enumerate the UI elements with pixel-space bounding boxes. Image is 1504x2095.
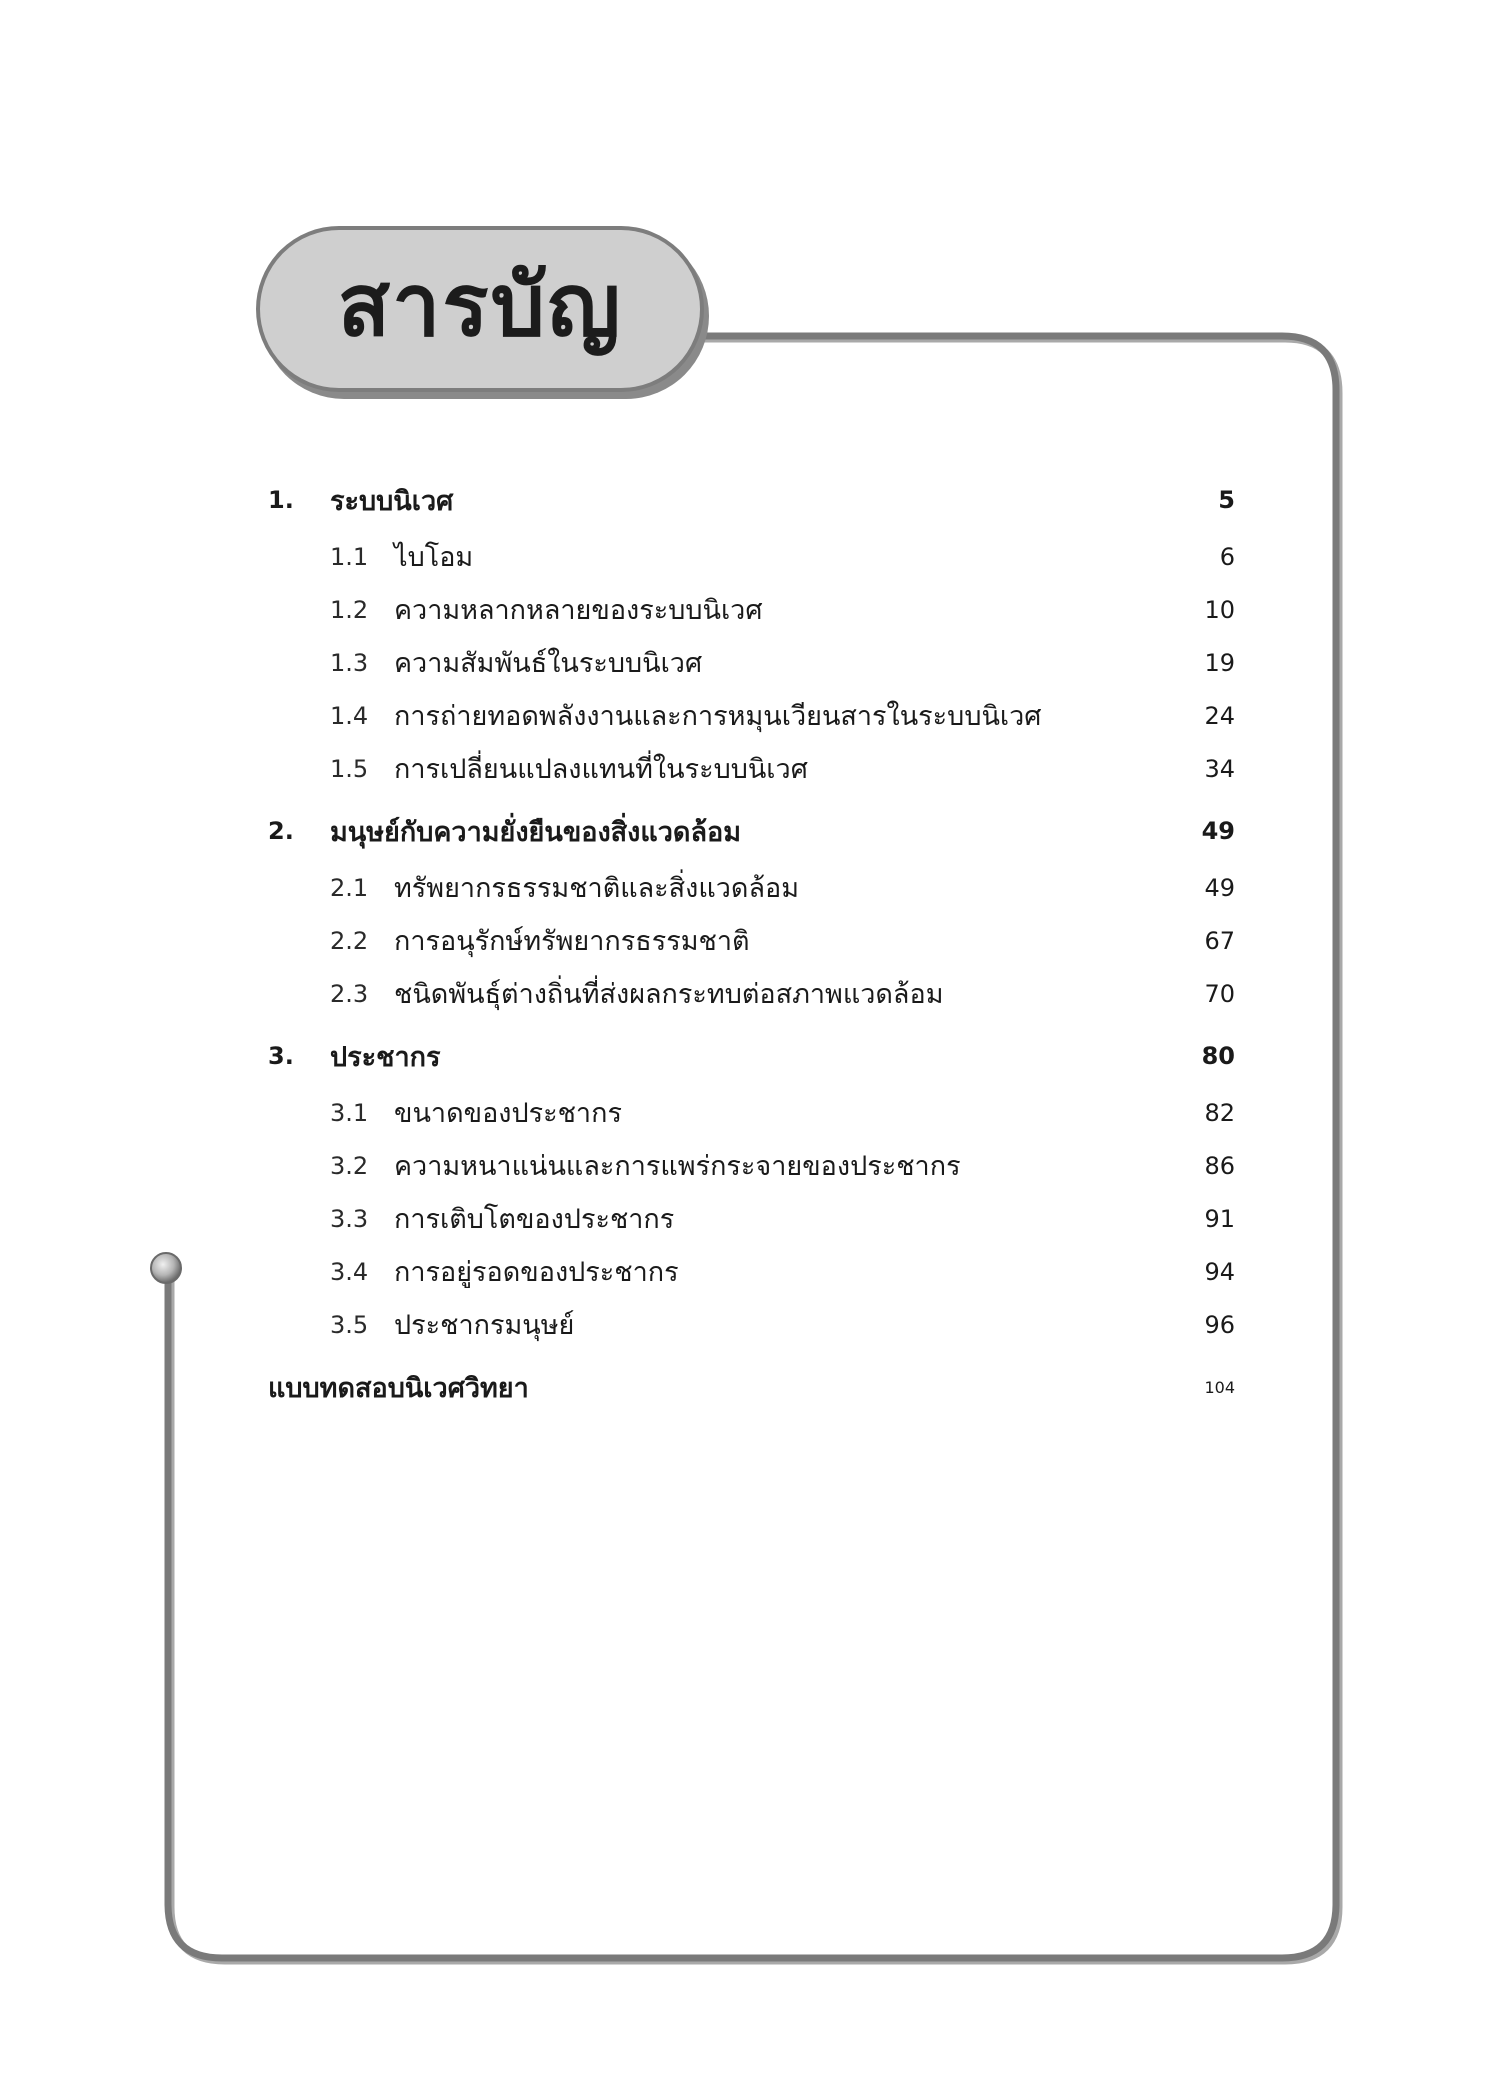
toc-entry-number: 3.4 bbox=[330, 1257, 369, 1286]
toc-section-row[interactable] bbox=[268, 1139, 1235, 1192]
toc-entry-label: ประชากรมนุษย์ bbox=[394, 1310, 575, 1341]
toc-entry-label: แบบทดสอบนิเวศวิทยา bbox=[268, 1373, 529, 1404]
toc-section-row[interactable] bbox=[268, 1086, 1235, 1139]
toc-section-row[interactable] bbox=[268, 914, 1235, 967]
toc-entry-page: 82 bbox=[1204, 1098, 1235, 1127]
toc-section-row[interactable] bbox=[268, 636, 1235, 689]
title-tab bbox=[256, 226, 704, 392]
toc-entry-page: 67 bbox=[1204, 926, 1235, 955]
toc-section-row[interactable] bbox=[268, 1298, 1235, 1351]
toc-entry-page: 19 bbox=[1204, 648, 1235, 677]
frame-knob bbox=[151, 1253, 181, 1283]
toc-entry-page: 70 bbox=[1204, 979, 1235, 1008]
toc-entry-number: 3.3 bbox=[330, 1204, 369, 1233]
toc-entry-label: มนุษย์กับความยั่งยืนของสิ่งแวดล้อม bbox=[330, 816, 741, 848]
toc-appendix-row[interactable] bbox=[268, 1361, 1235, 1414]
toc-entry-label: การอนุรักษ์ทรัพยากรธรรมชาติ bbox=[394, 926, 750, 957]
toc-entry-number: 1.2 bbox=[330, 595, 369, 624]
toc-entry-page: 91 bbox=[1204, 1204, 1235, 1233]
toc-section-row[interactable] bbox=[268, 967, 1235, 1020]
toc-entry-label: ความหลากหลายของระบบนิเวศ bbox=[394, 595, 763, 626]
toc-entry-number: 2.2 bbox=[330, 926, 369, 955]
toc-entry-page: 94 bbox=[1204, 1257, 1235, 1286]
toc-section-row[interactable] bbox=[268, 1192, 1235, 1245]
toc-entry-number: 3.2 bbox=[330, 1151, 369, 1180]
table-of-contents bbox=[268, 470, 1235, 1414]
toc-entry-label: ประชากร bbox=[330, 1041, 441, 1073]
toc-entry-number: 1. bbox=[268, 486, 294, 514]
toc-entry-number: 3.1 bbox=[330, 1098, 369, 1127]
toc-chapter-row[interactable] bbox=[268, 470, 1235, 530]
toc-entry-label: ขนาดของประชากร bbox=[394, 1098, 622, 1129]
toc-entry-page: 10 bbox=[1204, 595, 1235, 624]
toc-entry-page: 49 bbox=[1204, 873, 1235, 902]
toc-entry-number: 1.4 bbox=[330, 701, 369, 730]
toc-entry-number: 2.3 bbox=[330, 979, 369, 1008]
toc-entry-label: ชนิดพันธุ์ต่างถิ่นที่ส่งผลกระทบต่อสภาพแวดล้อม bbox=[394, 979, 944, 1010]
toc-entry-page: 49 bbox=[1201, 817, 1235, 845]
toc-entry-page: 86 bbox=[1204, 1151, 1235, 1180]
toc-entry-number: 1.1 bbox=[330, 542, 369, 571]
toc-section-row[interactable] bbox=[268, 530, 1235, 583]
toc-section-row[interactable] bbox=[268, 1245, 1235, 1298]
toc-entry-number: 1.3 bbox=[330, 648, 369, 677]
toc-entry-number: 3. bbox=[268, 1042, 294, 1070]
toc-entry-number: 1.5 bbox=[330, 754, 369, 783]
toc-entry-page: 96 bbox=[1204, 1310, 1235, 1339]
toc-entry-number: 2. bbox=[268, 817, 294, 845]
toc-entry-number: 2.1 bbox=[330, 873, 369, 902]
toc-section-row[interactable] bbox=[268, 861, 1235, 914]
page-title: สารบัญ bbox=[337, 256, 623, 356]
toc-section-row[interactable] bbox=[268, 742, 1235, 795]
toc-entry-label: การถ่ายทอดพลังงานและการหมุนเวียนสารในระบบนิเวศ bbox=[394, 701, 1042, 732]
toc-chapter-row[interactable] bbox=[268, 1026, 1235, 1086]
toc-entry-page: 5 bbox=[1218, 486, 1235, 514]
toc-entry-page: 24 bbox=[1204, 701, 1235, 730]
toc-entry-page: 104 bbox=[1204, 1378, 1235, 1397]
toc-entry-label: ทรัพยากรธรรมชาติและสิ่งแวดล้อม bbox=[394, 873, 799, 904]
toc-section-row[interactable] bbox=[268, 583, 1235, 636]
toc-entry-label: ความหนาแน่นและการแพร่กระจายของประชากร bbox=[394, 1151, 961, 1182]
toc-section-row[interactable] bbox=[268, 689, 1235, 742]
toc-entry-label: ระบบนิเวศ bbox=[330, 485, 454, 517]
toc-entry-page: 6 bbox=[1219, 542, 1235, 571]
toc-entry-page: 34 bbox=[1204, 754, 1235, 783]
toc-entry-page: 80 bbox=[1201, 1042, 1235, 1070]
toc-entry-label: การเปลี่ยนแปลงแทนที่ในระบบนิเวศ bbox=[394, 754, 808, 785]
toc-entry-number: 3.5 bbox=[330, 1310, 369, 1339]
toc-entry-label: การอยู่รอดของประชากร bbox=[394, 1257, 679, 1288]
toc-chapter-row[interactable] bbox=[268, 801, 1235, 861]
toc-entry-label: ไบโอม bbox=[394, 542, 474, 573]
toc-entry-label: ความสัมพันธ์ในระบบนิเวศ bbox=[394, 648, 703, 679]
toc-entry-label: การเติบโตของประชากร bbox=[394, 1204, 675, 1235]
